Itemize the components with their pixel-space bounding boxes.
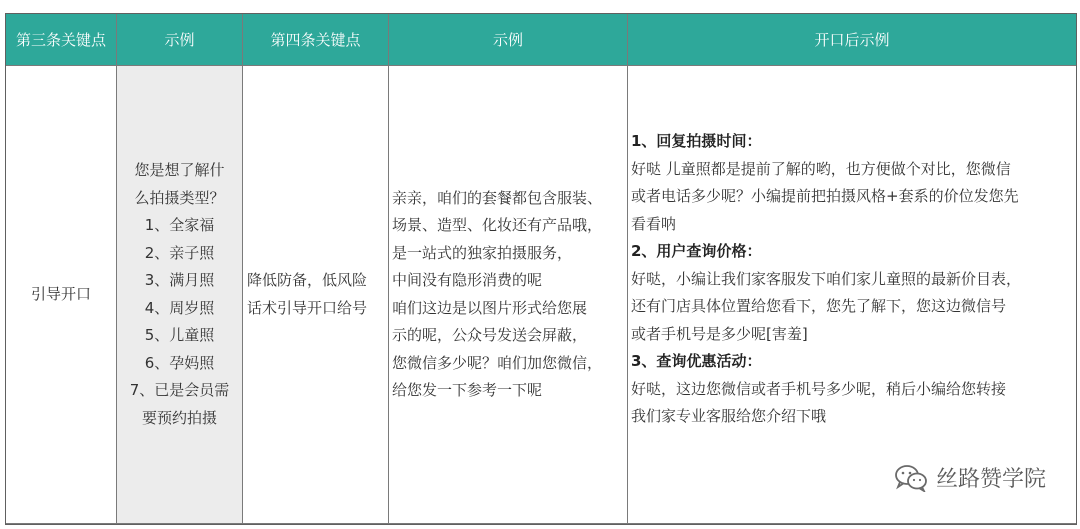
example-4-line: 咱们这边是以图片形式给您展 xyxy=(392,298,588,317)
example-4-line: 场景、造型、化妆还有产品哦， xyxy=(392,216,603,234)
example-4-line: 中间没有隐形消费的呢 xyxy=(392,271,543,289)
wechat-icon xyxy=(894,464,928,492)
key-points-table xyxy=(5,13,1077,525)
section-heading: 3、查询优惠活动： xyxy=(631,352,762,370)
example-4-line: 亲亲，咱们的套餐都包含服装、 xyxy=(392,188,603,207)
after-open-example-cell xyxy=(628,66,1076,524)
key-point-4-cell xyxy=(243,66,389,524)
example-4-line: 是一站式的独家拍摄服务， xyxy=(392,243,573,262)
example-3-line: 您是想了解什 xyxy=(134,161,225,179)
watermark xyxy=(894,462,1046,493)
section-heading: 1、回复拍摄时间： xyxy=(631,132,762,150)
key-point-4-line: 降低防备，低风险 xyxy=(247,271,368,289)
section-line: 或者手机号是多少呢[害羞] xyxy=(631,324,808,343)
section-line: 好哒，小编让我们家客服发下咱们家儿童照的最新价目表， xyxy=(631,269,1022,288)
example-3-line: 5、儿童照 xyxy=(144,326,215,344)
example-3-line: 么拍摄类型？ xyxy=(134,188,225,207)
section-line: 看看呐 xyxy=(631,214,677,233)
section-line: 或者电话多少呢？小编提前把拍摄风格+套系的价位发您先 xyxy=(631,187,1019,205)
example-3-line: 1、全家福 xyxy=(144,216,215,234)
example-3-cell xyxy=(117,66,243,524)
example-4-cell xyxy=(389,66,628,524)
section-line: 我们家专业客服给您介绍下哦 xyxy=(631,407,827,425)
header-cell-1: 第三条关键点 xyxy=(6,14,117,66)
key-point-3-text: 引导开口 xyxy=(30,284,91,303)
header-cell-4: 示例 xyxy=(389,14,628,66)
example-4-line: 给您发一下参考一下呢 xyxy=(392,381,543,399)
watermark-text: 丝路赞学院 xyxy=(935,467,1046,492)
example-4-line: 您微信多少呢？咱们加您微信， xyxy=(392,353,603,372)
section-heading: 2、用户查询价格： xyxy=(631,242,762,260)
section-line: 好哒 儿童照都是提前了解的哟，也方便做个对比，您微信 xyxy=(631,159,1011,178)
example-4-line: 示的呢，公众号发送会屏蔽， xyxy=(392,326,588,344)
example-3-line: 6、孕妈照 xyxy=(144,353,215,372)
header-cell-3: 第四条关键点 xyxy=(243,14,389,66)
section-line: 好哒，这边您微信或者手机号多少呢，稍后小编给您转接 xyxy=(631,379,1007,398)
key-point-4-line: 话术引导开口给号 xyxy=(247,298,368,317)
example-3-line: 要预约拍摄 xyxy=(141,408,217,427)
example-3-line: 4、周岁照 xyxy=(144,298,215,317)
section-line: 还有门店具体位置给您看下，您先了解下，您这边微信号 xyxy=(631,297,1007,315)
key-point-3-cell xyxy=(6,66,117,524)
header-cell-5: 开口后示例 xyxy=(628,14,1076,66)
header-cell-2: 示例 xyxy=(117,14,243,66)
example-3-line: 3、满月照 xyxy=(144,271,215,289)
example-3-line: 7、已是会员需 xyxy=(129,381,230,399)
example-3-line: 2、亲子照 xyxy=(144,243,215,262)
